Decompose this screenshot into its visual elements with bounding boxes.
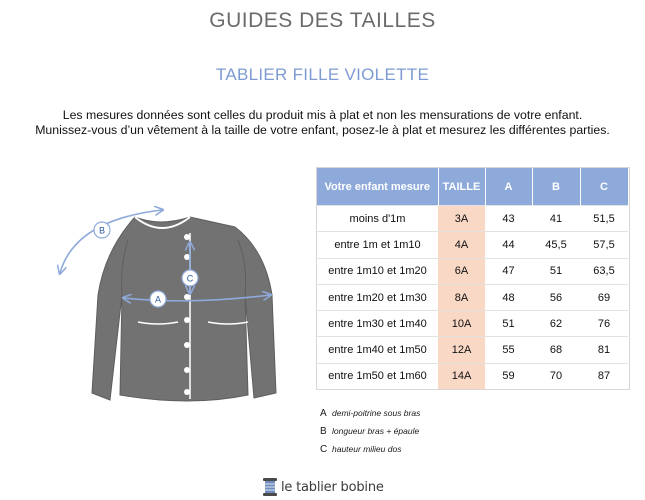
intro-text	[0, 108, 645, 138]
cell-c: 57,5	[580, 232, 628, 258]
legend-text: hauteur milieu dos	[332, 444, 402, 454]
cell-height: moins d'1m	[317, 206, 438, 232]
legend-letter: A	[320, 407, 327, 419]
cell-height: entre 1m40 et 1m50	[317, 337, 438, 363]
cell-b: 45,5	[532, 232, 580, 258]
cell-height: entre 1m30 et 1m40	[317, 311, 438, 337]
legend-text: demi-poitrine sous bras	[332, 408, 421, 418]
table-row	[317, 206, 628, 232]
cell-a: 44	[485, 232, 532, 258]
thread-spool-icon	[262, 477, 278, 497]
cell-a: 43	[485, 206, 532, 232]
legend-item	[320, 404, 420, 422]
cell-c: 81	[580, 337, 628, 363]
cell-size: 12A	[438, 337, 485, 363]
legend-letter: C	[320, 443, 328, 455]
legend-item	[320, 440, 420, 458]
cell-height: entre 1m10 et 1m20	[317, 258, 438, 284]
header-a: A	[485, 168, 532, 206]
cell-a: 55	[485, 337, 532, 363]
apron-garment-icon	[40, 195, 290, 415]
table-row	[317, 232, 628, 258]
garment-illustration	[40, 195, 290, 415]
brand-logo	[262, 477, 384, 497]
cell-a: 48	[485, 284, 532, 310]
cell-size: 14A	[438, 363, 485, 389]
cell-size: 4A	[438, 232, 485, 258]
cell-a: 59	[485, 363, 532, 389]
cell-c: 76	[580, 311, 628, 337]
page-title: GUIDES DES TAILLES	[209, 9, 436, 32]
header-c: C	[580, 168, 628, 206]
cell-height: entre 1m20 et 1m30	[317, 284, 438, 310]
legend-letter: B	[320, 425, 327, 437]
cell-c: 69	[580, 284, 628, 310]
legend-item	[320, 422, 420, 440]
marker-c: C	[186, 273, 194, 284]
cell-b: 51	[532, 258, 580, 284]
measurement-legend	[320, 404, 420, 458]
cell-c: 63,5	[580, 258, 628, 284]
header-b: B	[532, 168, 580, 206]
table-row	[317, 284, 628, 310]
cell-b: 70	[532, 363, 580, 389]
cell-c: 51,5	[580, 206, 628, 232]
table-row	[317, 363, 628, 389]
marker-a: A	[154, 294, 162, 305]
cell-size: 8A	[438, 284, 485, 310]
table-row	[317, 311, 628, 337]
marker-b: B	[98, 225, 106, 236]
cell-a: 47	[485, 258, 532, 284]
intro-line: Les mesures données sont celles du produit mis à plat et non les mensurations de votre enfant.	[62, 108, 583, 122]
intro-line: Munissez-vous d’un vêtement à la taille de votre enfant, posez-le à plat et mesurez les différentes parties.	[35, 123, 610, 137]
cell-c: 87	[580, 363, 628, 389]
cell-height: entre 1m et 1m10	[317, 232, 438, 258]
cell-b: 56	[532, 284, 580, 310]
cell-b: 68	[532, 337, 580, 363]
product-subtitle: TABLIER FILLE VIOLETTE	[215, 65, 430, 84]
table-header-row	[317, 168, 628, 206]
legend-text: longueur bras + épaule	[332, 426, 420, 436]
cell-size: 3A	[438, 206, 485, 232]
cell-size: 10A	[438, 311, 485, 337]
header-height: Votre enfant mesure	[317, 168, 438, 206]
cell-height: entre 1m50 et 1m60	[317, 363, 438, 389]
table-row	[317, 337, 628, 363]
cell-a: 51	[485, 311, 532, 337]
cell-b: 62	[532, 311, 580, 337]
cell-size: 6A	[438, 258, 485, 284]
header-size: TAILLE	[438, 168, 485, 206]
brand-name: le tablier bobine	[281, 479, 384, 495]
table-row	[317, 258, 628, 284]
cell-b: 41	[532, 206, 580, 232]
size-table	[317, 168, 629, 389]
